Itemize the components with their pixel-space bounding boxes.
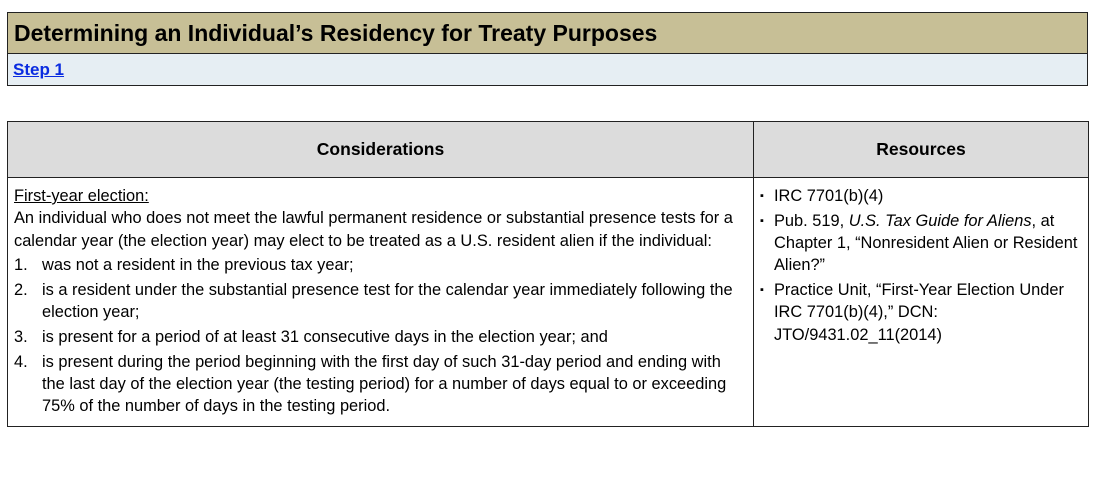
- resources-list: [760, 185, 1082, 346]
- intro-text: An individual who does not meet the lawful permanent residence or substantial presence tests for a calendar year (the election year) may elect to be treated as a U.S. resident alien if the individual:: [14, 209, 733, 250]
- bullet-icon: ▪: [760, 190, 764, 202]
- item-text: is present for a period of at least 31 consecutive days in the election year; and: [42, 327, 608, 346]
- item-text: was not a resident in the previous tax year;: [42, 255, 354, 274]
- bullet-icon: ▪: [760, 284, 764, 297]
- header-box: [7, 12, 1088, 86]
- item-number: 1.: [14, 255, 28, 274]
- considerations-cell: [8, 178, 754, 427]
- resource-text: [774, 210, 1082, 277]
- resource-text-pre: Pub. 519,: [774, 211, 849, 230]
- first-year-heading: First-year election:: [14, 187, 149, 205]
- step-1-link[interactable]: Step 1: [13, 59, 65, 79]
- conditions-list: [14, 254, 747, 418]
- resources-cell: [754, 178, 1089, 427]
- resource-text: IRC 7701(b)(4): [774, 187, 884, 205]
- considerations-header: Considerations: [8, 122, 754, 178]
- resource-item: [760, 210, 1082, 277]
- step-bar: [8, 54, 1087, 85]
- resource-item: [760, 279, 1082, 346]
- publication-title: U.S. Tax Guide for Aliens: [848, 211, 1032, 230]
- item-text: is a resident under the substantial presence test for the calendar year immediately following the election year;: [42, 280, 733, 321]
- list-item: [14, 279, 747, 324]
- resource-text: Practice Unit, “First-Year Election Under IRC 7701(b)(4),” DCN: JTO/9431.02_11(2014): [774, 281, 1064, 344]
- considerations-table: [7, 121, 1089, 427]
- resource-text-post: , at Chapter 1, “Nonresident Alien or Resident Alien?”: [774, 211, 1078, 275]
- list-item: [14, 326, 747, 348]
- resources-header: Resources: [754, 122, 1089, 178]
- list-item: [14, 351, 747, 418]
- item-number: 2.: [14, 280, 28, 299]
- item-number: 4.: [14, 352, 28, 371]
- item-text: is present during the period beginning with the first day of such 31-day period and ending with the last day of the election year (the testing period) for a number of days equal to or exceeding 75% of the number of days in the testing period.: [42, 352, 727, 416]
- resource-item: [760, 185, 1082, 207]
- page-title: Determining an Individual’s Residency for Treaty Purposes: [8, 13, 1087, 54]
- bullet-icon: ▪: [760, 214, 764, 227]
- list-item: [14, 254, 747, 276]
- item-number: 3.: [14, 327, 28, 346]
